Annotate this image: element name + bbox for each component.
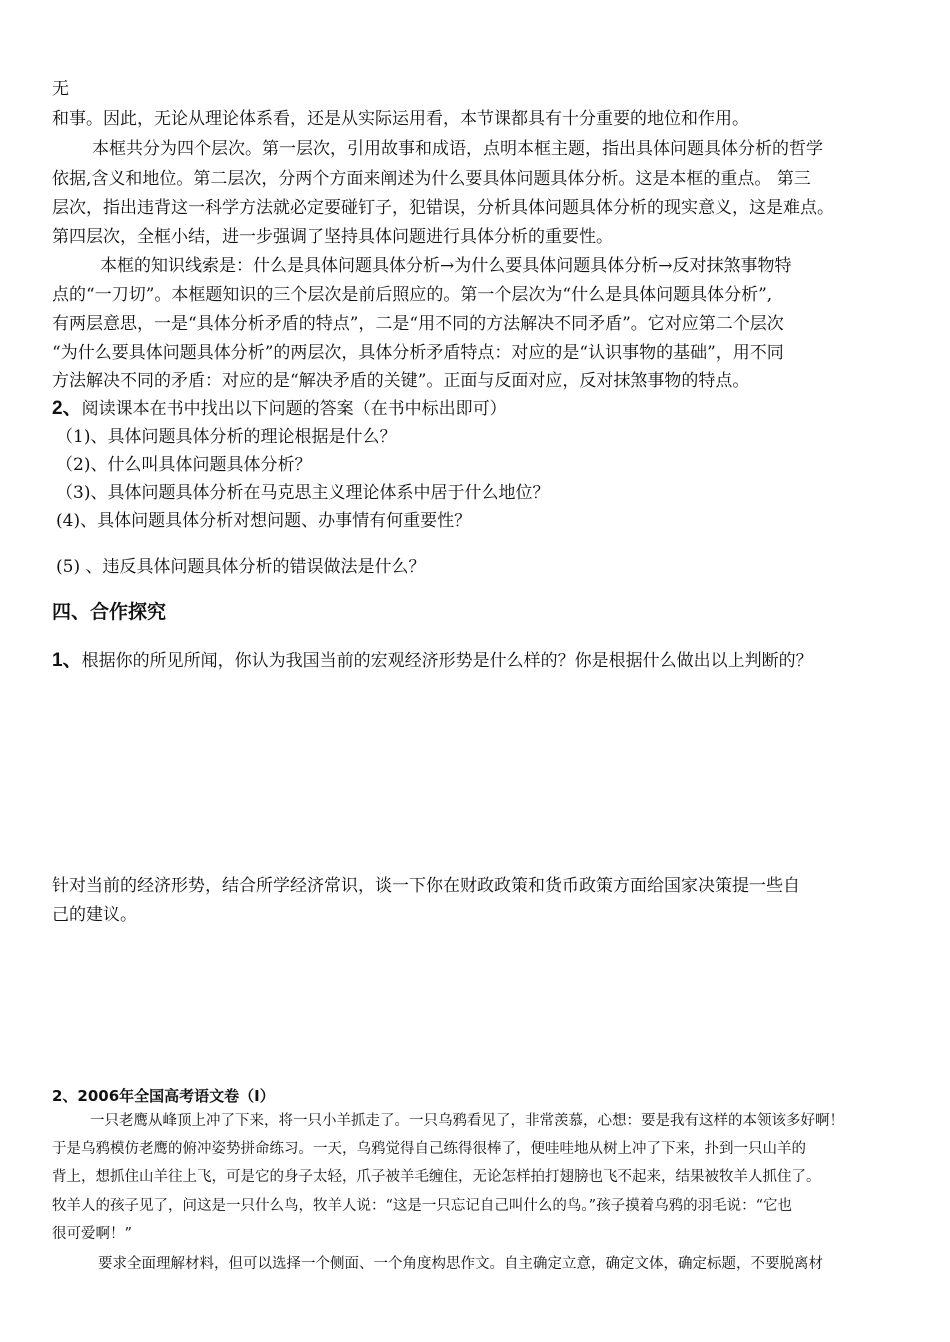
story-line: 牧羊人的孩子见了，问这是一只什么鸟，牧羊人说：“这是一只忘记自己叫什么的鸟。”孩子摸着乌鸦的羽毛说：“它也 <box>52 1198 792 1214</box>
story-line: 很可爱啊！” <box>52 1226 132 1242</box>
question-item: （1)、具体问题具体分析的理论根据是什么？ <box>56 427 397 447</box>
story-line: 背上，想抓住山羊往上飞，可是它的身子太轻，爪子被羊毛缠住，无论怎样拍打翅膀也飞不起来，结果被牧羊人抓住了。 <box>52 1169 821 1185</box>
section2-number: 2、 <box>52 398 82 419</box>
section4-question-1 <box>52 648 813 674</box>
section4-heading: 四、合作探究 <box>52 601 167 623</box>
question-item: （2)、什么叫具体问题具体分析？ <box>56 455 312 475</box>
followup-line: 己的建议。 <box>52 905 137 925</box>
section2-header <box>52 396 507 422</box>
followup-line: 针对当前的经济形势，结合所学经济常识，谈一下你在财政政策和货币政策方面给国家决策提一些自 <box>52 876 800 896</box>
clues-paragraph-line: 点的“一刀切”。本框题知识的三个层次是前后照应的。第一个层次为“什么是具体问题具体分析”, <box>52 285 773 305</box>
structure-paragraph-line: 第四层次，全框小结，进一步强调了坚持具体问题进行具体分析的重要性。 <box>52 227 613 247</box>
structure-paragraph-line: 层次，指出违背这一科学方法就必定要碰钉子，犯错误，分析具体问题具体分析的现实意义，这是难点。 <box>52 198 834 218</box>
story-line: 一只老鹰从峰顶上冲了下来，将一只小羊抓走了。一只乌鸦看见了，非常羡慕，心想：要是我有这样的本领该多好啊！ <box>90 1113 844 1129</box>
section4-q1-text: 根据你的所见所闻，你认为我国当前的宏观经济形势是什么样的？你是根据什么做出以上判断的？ <box>81 651 813 671</box>
section2-prompt: 阅读课本在书中找出以下问题的答案（在书中标出即可） <box>81 399 507 419</box>
top-fragment: 无 <box>52 79 69 99</box>
requirement-line: 要求全面理解材料，但可以选择一个侧面、一个角度构思作文。自主确定立意，确定文体，确定标题，不要脱离材 <box>98 1256 823 1272</box>
question-item: （3)、具体问题具体分析在马克思主义理论体系中居于什么地位？ <box>56 483 550 503</box>
clues-paragraph-line: “为什么要具体问题具体分析”的两层次，具体分析矛盾特点：对应的是“认识事物的基础”，用不同 <box>52 343 784 363</box>
question-item: (4)、具体问题具体分析对想问题、办事情有何重要性？ <box>56 511 472 531</box>
exam-heading: 2、2006年全国高考语文卷（I） <box>52 1087 275 1105</box>
clues-paragraph-line: 有两层意思，一是“具体分析矛盾的特点”，二是“用不同的方法解决不同矛盾”。它对应第二个层次 <box>52 314 784 334</box>
section4-q1-number: 1、 <box>52 650 82 671</box>
intro-tail-line: 和事。因此，无论从理论体系看，还是从实际运用看，本节课都具有十分重要的地位和作用。 <box>52 109 749 129</box>
story-line: 于是乌鸦模仿老鹰的俯冲姿势拼命练习。一天，乌鸦觉得自己练得很棒了，便哇哇地从树上冲了下来，扑到一只山羊的 <box>52 1141 806 1157</box>
clues-paragraph-line: 本框的知识线索是：什么是具体问题具体分析→为什么要具体问题具体分析→反对抹煞事物特 <box>100 256 792 276</box>
clues-paragraph-line: 方法解决不同的矛盾：对应的是“解决矛盾的关键”。正面与反面对应，反对抹煞事物的特点。 <box>52 371 750 391</box>
structure-paragraph-line: 依据,含义和地位。第二层次，分两个方面来阐述为什么要具体问题具体分析。这是本框的重点。 第三 <box>52 169 811 189</box>
question-item: (5) 、违反具体问题具体分析的错误做法是什么？ <box>56 557 426 577</box>
structure-paragraph-line: 本框共分为四个层次。第一层次，引用故事和成语，点明本框主题，指出具体问题具体分析的哲学 <box>92 139 823 159</box>
